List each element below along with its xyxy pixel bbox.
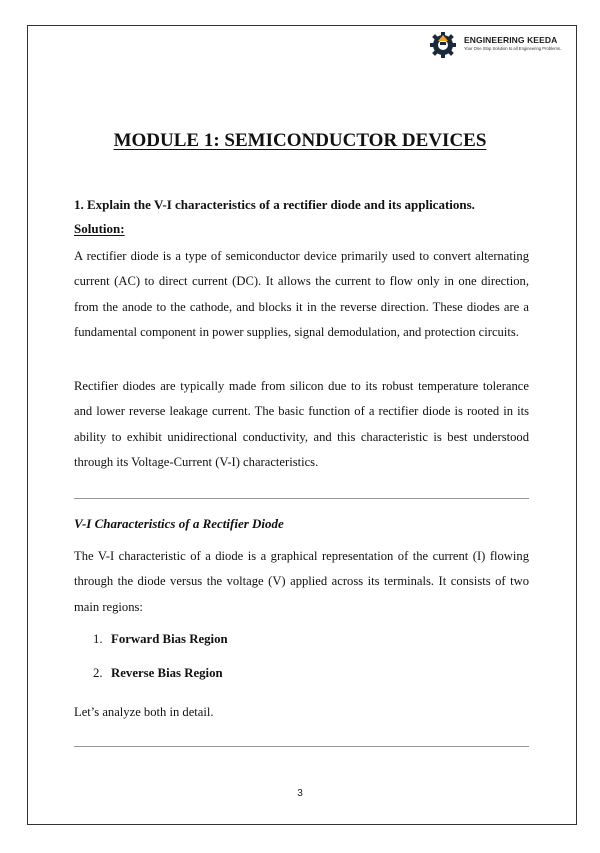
question-heading: 1. Explain the V-I characteristics of a rectifier diode and its applications. bbox=[74, 197, 475, 212]
list-number: 1. bbox=[93, 632, 103, 646]
engineering-keeda-logo bbox=[428, 29, 576, 59]
module-title: MODULE 1: SEMICONDUCTOR DEVICES bbox=[113, 130, 487, 151]
paragraph-silicon: Rectifier diodes are typically made from silicon due to its robust temperature tolerance and lower reverse leakage current. The basic function of a rectifier diode is rooted in its ability to exhibit unidirectional conductivity, and this characteristic is best understood through its Voltage-Current (V-I) characteristics. bbox=[74, 379, 529, 469]
gear-icon bbox=[428, 29, 462, 59]
logo-tagline: Your One Stop Solution to all Engineering Problems.. bbox=[464, 46, 563, 51]
section-intro: The V-I characteristic of a diode is a graphical representation of the current (I) flowing through the diode versus the voltage (V) applied across its terminals. It consists of two main regions: bbox=[74, 549, 529, 614]
logo-title: ENGINEERING KEEDA bbox=[464, 35, 558, 45]
list-label-reverse-bias: Reverse Bias Region bbox=[111, 666, 223, 680]
list-item bbox=[93, 632, 228, 647]
divider bbox=[74, 746, 529, 747]
closing-sentence: Let’s analyze both in detail. bbox=[74, 705, 214, 719]
paragraph-intro: A rectifier diode is a type of semiconductor device primarily used to convert alternating current (AC) to direct current (DC). It allows the current to flow only in one direction, from the anode to the cathode, and blocks it in the reverse direction. These diodes are a fundamental component in power supplies, signal demodulation, and protection circuits. bbox=[74, 249, 529, 339]
divider bbox=[74, 498, 529, 499]
solution-label: Solution: bbox=[74, 221, 125, 236]
section-heading: V-I Characteristics of a Rectifier Diode bbox=[74, 516, 284, 531]
list-label-forward-bias: Forward Bias Region bbox=[111, 632, 228, 646]
list-number: 2. bbox=[93, 666, 103, 680]
page-number: 3 bbox=[297, 788, 303, 799]
list-item bbox=[93, 666, 223, 681]
